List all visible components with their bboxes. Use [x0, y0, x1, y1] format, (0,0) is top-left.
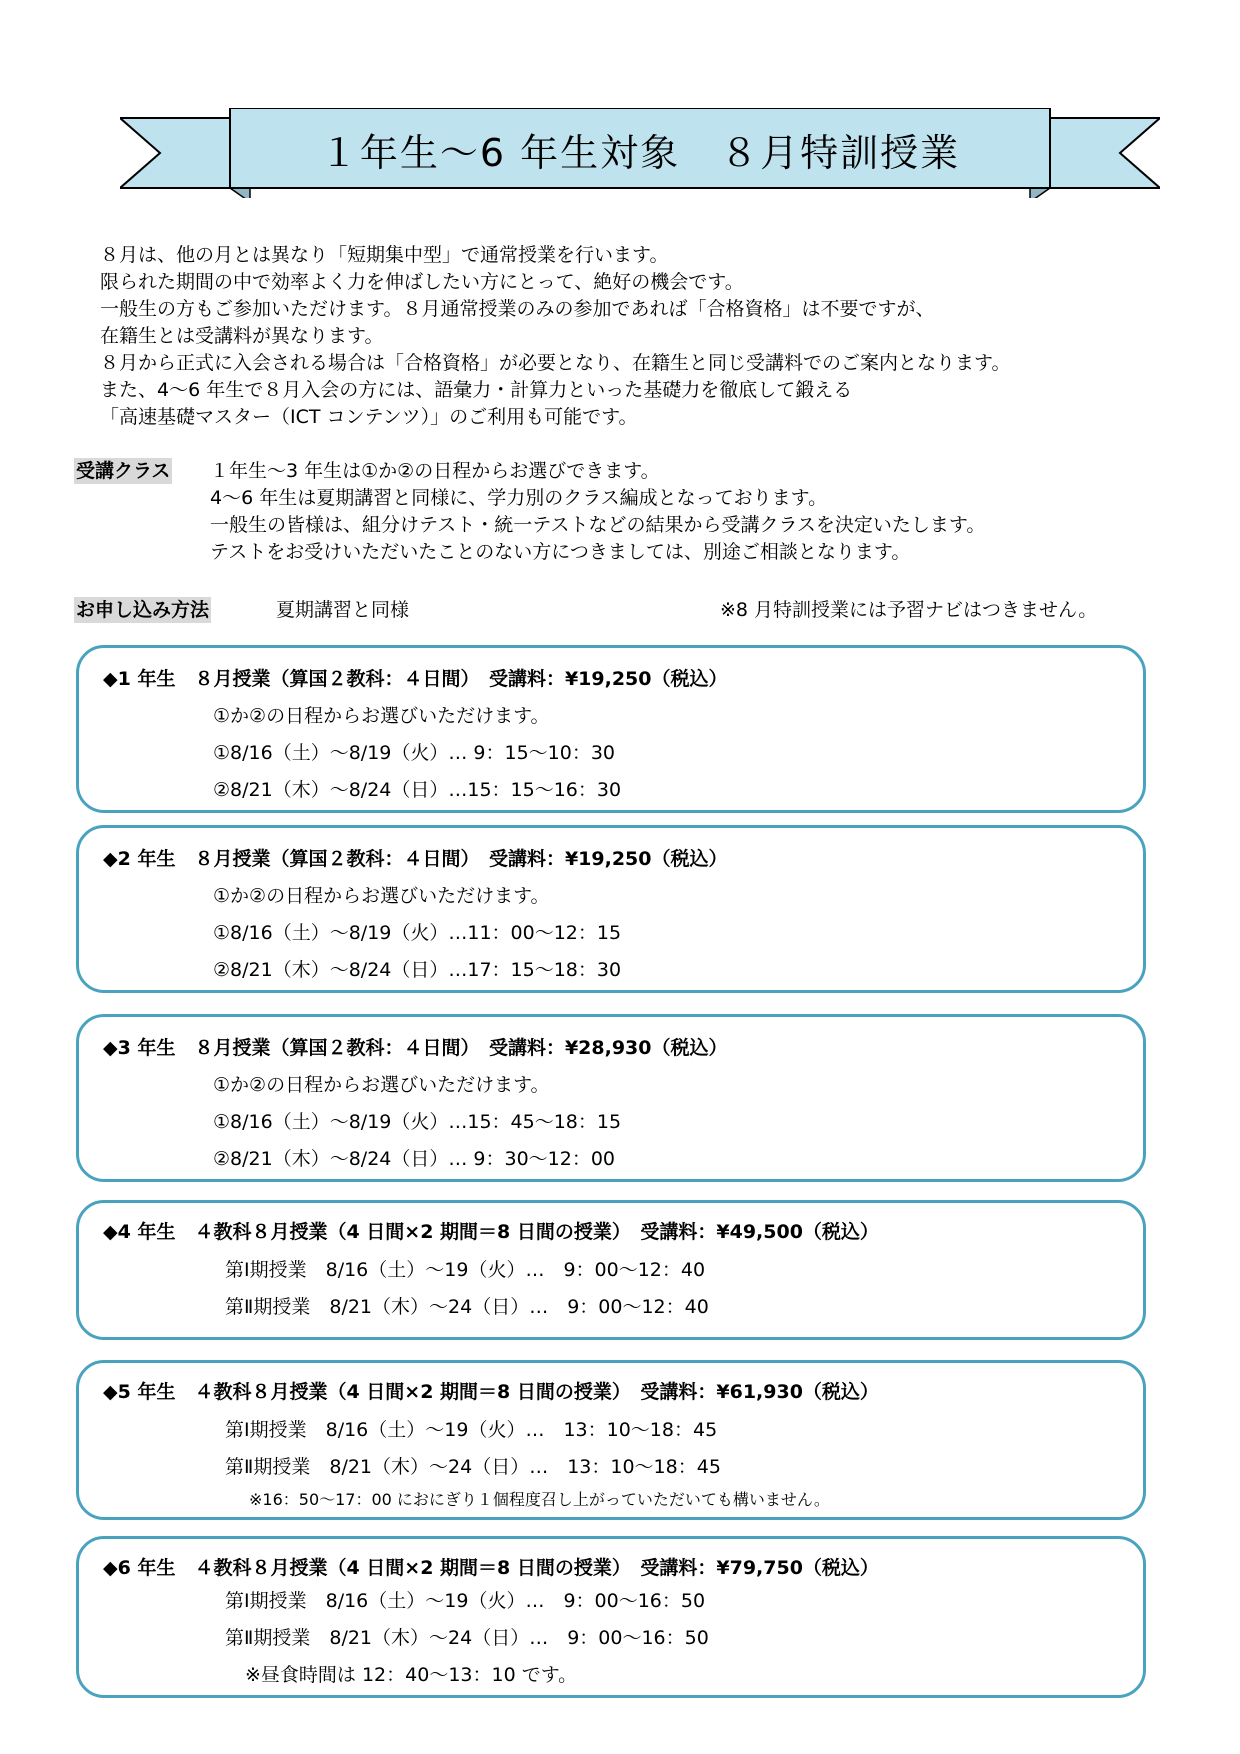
grade-6-line: 第Ⅰ期授業 8/16（土）～19（火）… 9：00～16：50 [225, 1590, 706, 1612]
grade-3-box [76, 1014, 1146, 1182]
grade-2-line: ①8/16（土）～8/19（火）…11：00～12：15 [213, 922, 622, 944]
class-line: １年生～3 年生は①か②の日程からお選びできます。 [210, 460, 660, 482]
grade-4-line: 第Ⅰ期授業 8/16（土）～19（火）… 9：00～12：40 [225, 1259, 706, 1281]
grade-1-line: ①8/16（土）～8/19（火）… 9：15～10：30 [213, 742, 616, 764]
grade-3-header: ◆3 年生 ８月授業（算国２教科：４日間） 受講料：¥28,930（税込） [103, 1037, 728, 1059]
intro-line: 在籍生とは受講料が異なります。 [100, 325, 384, 347]
grade-2-line: ①か②の日程からお選びいただけます。 [213, 885, 550, 907]
grade-5-line: 第Ⅰ期授業 8/16（土）～19（火）… 13：10～18：45 [225, 1419, 718, 1441]
grade-1-line: ①か②の日程からお選びいただけます。 [213, 705, 550, 727]
apply-label: お申し込み方法 [76, 599, 210, 621]
grade-5-box [76, 1360, 1146, 1520]
grade-5-note: ※16：50～17：00 におにぎり１個程度召し上がっていただいても構いません。 [249, 1490, 830, 1509]
intro-text [100, 242, 1010, 431]
intro-line: 「高速基礎マスター（ICT コンテンツ）」のご利用も可能です。 [100, 406, 638, 428]
grade-5-line: 第Ⅱ期授業 8/21（木）～24（日）… 13：10～18：45 [225, 1456, 721, 1478]
grade-3-line: ①か②の日程からお選びいただけます。 [213, 1074, 550, 1096]
class-section-text [210, 458, 985, 566]
intro-line: 限られた期間の中で効率よく力を伸ばしたい方にとって、絶好の機会です。 [100, 271, 744, 293]
grade-6-box [76, 1536, 1146, 1698]
grade-3-line: ①8/16（土）～8/19（火）…15：45～18：15 [213, 1111, 622, 1133]
grade-4-header: ◆4 年生 ４教科８月授業（4 日間×2 期間＝8 日間の授業） 受講料：¥49,500（税込） [103, 1221, 879, 1243]
page-title: １年生～6 年生対象 ８月特訓授業 [319, 131, 961, 175]
intro-line: また、4～6 年生で８月入会の方には、語彙力・計算力といった基礎力を徹底して鍛える [100, 379, 853, 401]
intro-line: 一般生の方もご参加いただけます。８月通常授業のみの参加であれば「合格資格」は不要ですが、 [100, 298, 935, 320]
grade-6-note: ※昼食時間は 12：40～13：10 です。 [245, 1664, 578, 1686]
class-line: 4～6 年生は夏期講習と同様に、学力別のクラス編成となっております。 [210, 487, 828, 509]
class-line: 一般生の皆様は、組分けテスト・統一テストなどの結果から受講クラスを決定いたします。 [210, 514, 986, 536]
intro-line: ８月から正式に入会される場合は「合格資格」が必要となり、在籍生と同じ受講料でのご案内となります。 [100, 352, 1011, 374]
class-line: テストをお受けいただいたことのない方につきましては、別途ご相談となります。 [210, 541, 911, 563]
intro-line: ８月は、他の月とは異なり「短期集中型」で通常授業を行います。 [100, 244, 669, 266]
class-section-label: 受講クラス [76, 460, 171, 482]
grade-1-line: ②8/21（木）～8/24（日）…15：15～16：30 [213, 779, 622, 801]
grade-6-line: 第Ⅱ期授業 8/21（木）～24（日）… 9：00～16：50 [225, 1627, 709, 1649]
title-banner [120, 108, 1160, 198]
grade-2-header: ◆2 年生 ８月授業（算国２教科：４日間） 受講料：¥19,250（税込） [103, 848, 728, 870]
apply-note: ※8 月特訓授業には予習ナビはつきません。 [720, 599, 1098, 621]
grade-4-box [76, 1200, 1146, 1340]
grade-2-box [76, 825, 1146, 993]
grade-2-line: ②8/21（木）～8/24（日）…17：15～18：30 [213, 959, 622, 981]
grade-5-header: ◆5 年生 ４教科８月授業（4 日間×2 期間＝8 日間の授業） 受講料：¥61,930（税込） [103, 1381, 879, 1403]
grade-6-header: ◆6 年生 ４教科８月授業（4 日間×2 期間＝8 日間の授業） 受講料：¥79,750（税込） [103, 1557, 879, 1579]
grade-4-line: 第Ⅱ期授業 8/21（木）～24（日）… 9：00～12：40 [225, 1296, 709, 1318]
grade-1-box [76, 645, 1146, 813]
grade-1-header: ◆1 年生 ８月授業（算国２教科：４日間） 受講料：¥19,250（税込） [103, 668, 728, 690]
apply-method: 夏期講習と同様 [276, 599, 410, 621]
grade-3-line: ②8/21（木）～8/24（日）… 9：30～12：00 [213, 1148, 616, 1170]
